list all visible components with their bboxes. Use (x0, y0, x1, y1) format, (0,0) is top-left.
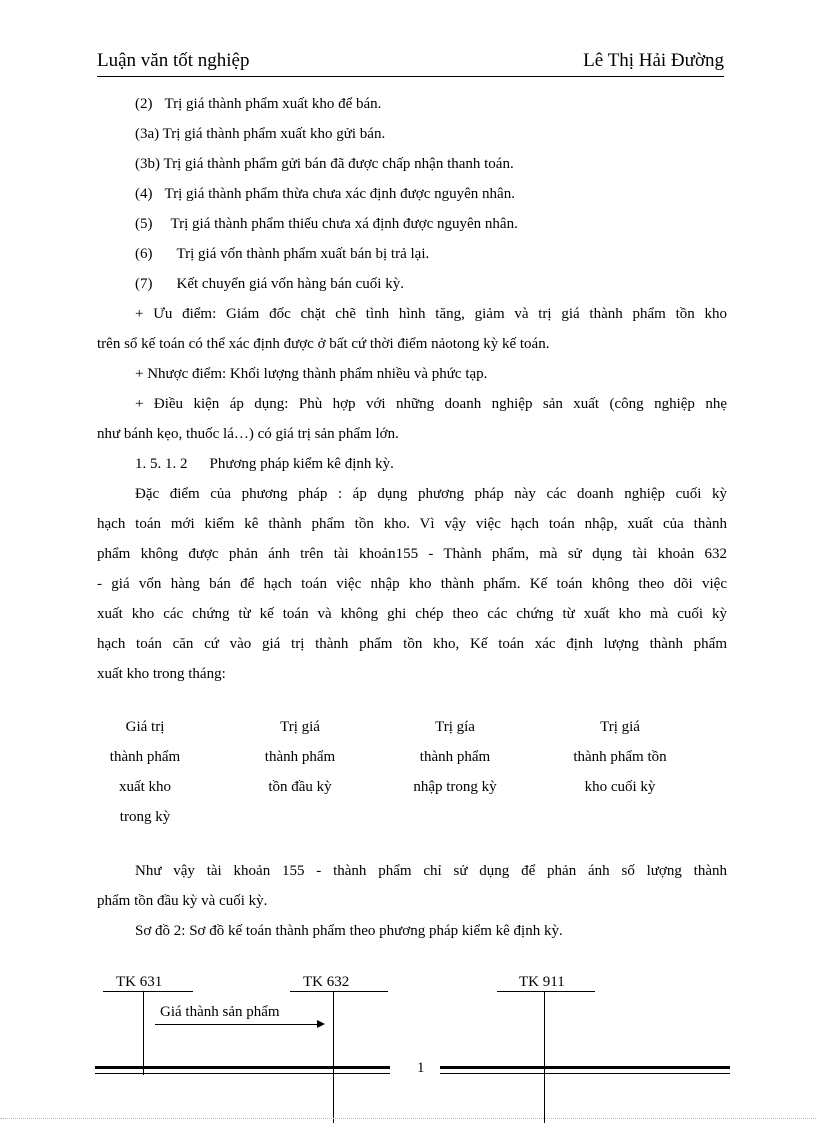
account-label-911: TK 911 (519, 974, 565, 990)
page-number: 1 (417, 1060, 425, 1076)
account-divider-632 (333, 991, 334, 1123)
formula-text: trong kỳ (119, 809, 171, 825)
formula-text: Trị giá (280, 719, 320, 735)
arrow-label: Giá thành sản phẩm (160, 1004, 280, 1020)
account-line-631 (103, 991, 193, 992)
conclusion-line-2: phẩm tồn đầu kỳ và cuối kỳ. (97, 893, 268, 909)
footer-rule-right (440, 1066, 730, 1074)
list-item: (3a) Trị giá thành phẩm xuất kho gửi bán. (135, 126, 386, 142)
paragraph-line: phẩm không được phản ánh trên tài khoản155 - Thành phẩm, mà sử dụng tài khoản 632 (97, 546, 727, 562)
list-item: (6) Trị giá vốn thành phẩm xuất bán bị trả lại. (135, 246, 430, 262)
section-heading: 1. 5. 1. 2 Phương pháp kiểm kê định kỳ. (135, 456, 394, 472)
paragraph-line: hạch toán mới kiểm kê thành phẩm tồn kho. Vì vậy việc hạch toán nhập, xuất của thành (97, 516, 727, 532)
arrow-head-icon (317, 1020, 325, 1028)
paragraph-line: xuất kho trong tháng: (97, 666, 226, 682)
page-edge-divider (0, 1118, 816, 1119)
paragraph-line: hạch toán căn cứ vào giá trị thành phẩm tồn kho, Kế toán xác định lượng thành phẩm (97, 636, 727, 652)
flow-arrow (155, 1024, 317, 1025)
formula-text: xuất kho (118, 779, 172, 795)
paragraph-line: xuất kho các chứng từ kế toán và không ghi chép theo các chứng từ xuất kho mà cuối kỳ (97, 606, 727, 622)
header-author-name: Lê Thị Hải Đường (583, 50, 724, 71)
formula-text: kho cuối kỳ (584, 779, 656, 795)
footer-rule-left (95, 1066, 390, 1074)
account-line-632 (290, 991, 388, 992)
account-label-632: TK 632 (303, 974, 350, 990)
list-item: (3b) Trị giá thành phẩm gửi bán đã được chấp nhận thanh toán. (135, 156, 514, 172)
condition-line-1: + Điều kiện áp dụng: Phù hợp với những doanh nghiệp sản xuất (công nghiệp nhẹ (135, 396, 727, 412)
formula-text: thành phẩm tồn (573, 749, 667, 765)
paragraph-line: Đặc điểm của phương pháp : áp dụng phương pháp này các doanh nghiệp cuối kỳ (135, 486, 727, 502)
account-divider-631 (143, 991, 144, 1075)
condition-line-2: như bánh kẹo, thuốc lá…) có giá trị sản phẩm lớn. (97, 426, 399, 442)
header-thesis-label: Luận văn tốt nghiệp (97, 50, 250, 71)
account-divider-911 (544, 991, 545, 1123)
formula-text: Giá trị (125, 719, 165, 735)
account-line-911 (497, 991, 595, 992)
advantage-line-2: trên sổ kế toán có thể xác định được ở bất cứ thời điểm nảotong kỳ kế toán. (97, 336, 550, 352)
list-item: (2) Trị giá thành phẩm xuất kho để bán. (135, 96, 382, 112)
formula-text: thành phẩm (264, 749, 336, 765)
formula-text: nhập trong kỳ (413, 779, 497, 795)
account-label-631: TK 631 (116, 974, 163, 990)
conclusion-line-1: Như vậy tài khoản 155 - thành phẩm chỉ sử dụng để phản ánh số lượng thành (135, 863, 727, 879)
formula-text: tồn đầu kỳ (268, 779, 332, 795)
formula-text: Trị giá (600, 719, 640, 735)
page-header (97, 50, 724, 77)
diagram-caption: Sơ đồ 2: Sơ đồ kế toán thành phẩm theo phương pháp kiểm kê định kỳ. (135, 923, 563, 939)
formula-text: thành phẩm (109, 749, 181, 765)
advantage-line-1: + Ưu điểm: Giám đốc chặt chẽ tình hình tăng, giảm và trị giá thành phẩm tồn kho (135, 306, 727, 322)
disadvantage-line: + Nhược điểm: Khối lượng thành phẩm nhiều và phức tạp. (135, 366, 488, 382)
list-item: (7) Kết chuyển giá vốn hàng bán cuối kỳ. (135, 276, 404, 292)
formula-text: Trị gía (435, 719, 475, 735)
list-item: (5) Trị giá thành phẩm thiếu chưa xá định được nguyên nhân. (135, 216, 518, 232)
list-item: (4) Trị giá thành phẩm thừa chưa xác định được nguyên nhân. (135, 186, 515, 202)
paragraph-line: - giá vốn hàng bán để hạch toán việc nhập kho thành phẩm. Kế toán không theo dõi việc (97, 576, 727, 592)
formula-text: thành phẩm (419, 749, 491, 765)
